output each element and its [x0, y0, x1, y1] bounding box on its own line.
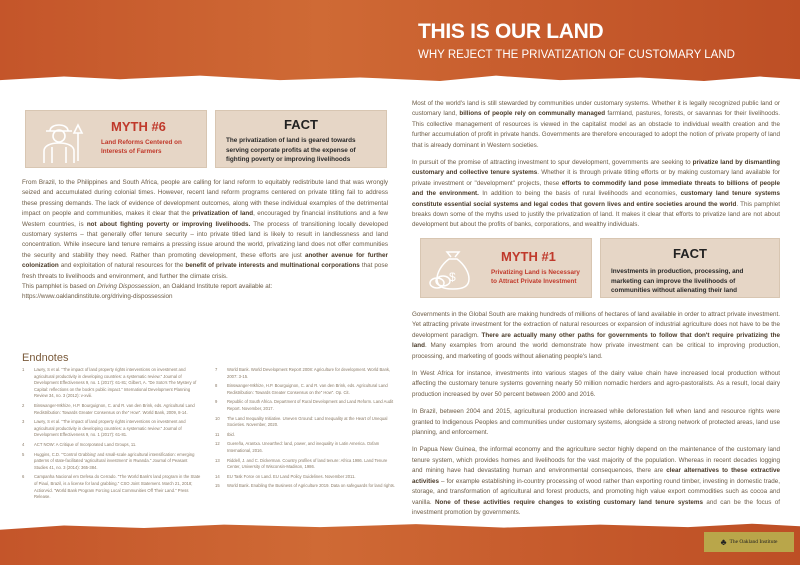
text-run: that pose fresh threats to livelihoods and environment, and further the climate crisis.: [22, 262, 388, 280]
endnote-text: World Bank. Enabling the Business of Agriculture 2019. Data on safeguards for land rights.: [227, 483, 395, 489]
endnote-text: Lawry, S et al. "The impact of land property rights interventions on investment and agricultural productivity in developing countries: a systematic review." Journal of Development Effectiveness 9, no. 1 (2017): 61-81; Gilbert, A. "De Soto's The Mystery of Capital: reflections on the book's public impact." International Development Planning Review 34, no. 3 (2012): v-xviii.: [34, 367, 197, 399]
endnote-item: [215, 399, 395, 412]
paragraph: [412, 158, 780, 231]
endnote-text: Riddell, J. and C. Dickerman. Country profiles of land tenure: Africa 1986. Land Tenure Center, University of Wisconsin-Madison, 1986.: [227, 457, 388, 470]
paragraph: [412, 99, 780, 151]
money-bag-icon: [429, 251, 481, 291]
endnote-number: 2: [22, 402, 25, 408]
text-run: . Many examples from around the world demonstrate how private investment can be critical to improving production, processing, and marketing of goods without alienating people's land.: [412, 342, 780, 360]
endnote-item: [215, 458, 395, 471]
oakland-institute-logo: [704, 532, 794, 552]
fact-1-box: [600, 238, 780, 298]
tree-icon: ♣: [720, 537, 727, 547]
emphasis-text: another avenue for further colonization: [22, 251, 388, 270]
endnote-number: 6: [22, 474, 25, 480]
endnote-text: The Land Inequality Initiative. Uneven Ground: Land Inequality at the Heart of Unequal Societies. November, 2020.: [227, 415, 388, 428]
text-run: In Papua New Guinea, the informal economy and the agriculture sector highly depend on the maintenance of the customary land tenure system, which provides homes and livelihoods for the vast majority of the population. Whereas in recent decades logging and mining have had devastating human and environmental consequences, there are: [412, 446, 780, 475]
emphasis-text: None of these activities require changes to existing customary land tenure systems: [434, 498, 704, 506]
text-run: The process of transitioning locally developed customary systems – that generally offer tenure security – into private titled land is likely to result in landlessness and land concentration. While insecure land tenure remains a pressing issue around the world, privatizing land does not offer communities the security and stability they need. Rather than promoting development, these efforts are just: [22, 220, 389, 259]
text-run: , encouraged by financial institutions and a few Western countries, is: [22, 210, 388, 228]
text-run: . This pamphlet breaks down some of the myths used to justify the privatization of land. It makes it clear that efforts to privatize land are not about development but about the profits of banks, corporations, and wealthy individuals.: [412, 200, 780, 229]
endnote-number: 1: [22, 367, 25, 372]
endnote-number: 10: [215, 415, 220, 421]
endnote-item: [22, 403, 202, 416]
farmer-icon: [38, 117, 88, 165]
endnote-item: [22, 474, 202, 500]
paragraph: [412, 407, 780, 438]
endnote-item: [215, 474, 395, 481]
endnote-number: 15: [215, 483, 220, 489]
endnote-text: Guereña, Arantxa. Unearthed: land, power, and inequality in Latin America. Oxfam International, 2016.: [227, 441, 380, 453]
source-note: [22, 282, 388, 303]
text-run: In Brazil, between 2004 and 2015, agricultural production increased while deforestation fell when land and resource rights were granted to Indigenous Peoples and communities under customary systems, alongside a strong network of protected areas, land use planning, and enforcement.: [412, 408, 780, 437]
emphasis-text: privatize land by dismantling customary and collective tenure systems: [412, 159, 780, 177]
myth-1-text: Privatizing Land is Necessary to Attract Private Investment: [491, 269, 580, 285]
header-band: [0, 0, 800, 88]
fact-6-label: FACT: [284, 117, 318, 132]
logo-text: The Oakland Institute: [729, 539, 778, 545]
svg-text:$: $: [449, 270, 456, 284]
endnote-item: [215, 432, 395, 439]
endnote-item: [215, 441, 395, 454]
right-body: [412, 310, 780, 525]
endnote-text: Lawry, S et al. "The impact of land property rights interventions on investment and agricultural productivity in developing countries: a systematic review." Journal of Development Effectiveness 9, no. 1 (2017): 61-81.: [34, 419, 186, 438]
endnote-text: Campanha Nacional em Defesa do Cerrado. "The World Bank's land program in the State of Piauí, Brazil, is a license for land grabbing." CSO Joint Statement. March 21, 2018; ActionAid. "World Bank Program Forcing Local Communities Off Their Land." Press Release.: [34, 474, 201, 500]
myth-6-text: Land Reforms Centered on Interests of Farmers: [101, 139, 182, 155]
endnote-text: ACT NOW: A Critique of Incorporated Land Groups, 11.: [34, 441, 137, 447]
text-run: – for example establishing in-country processing of wood rather than exporting round timber, investing in domestic trade, storage, and transformation of agricultural and forest products, and promoting high value export commodities such as cocoa and vanilla.: [412, 477, 780, 506]
report-link[interactable]: https://www.oaklandinstitute.org/driving-dispossession: [22, 293, 173, 301]
endnote-text: Binswanger-Mkhize, H.P. Bourguignon, C. and R. van den Brink, eds. Agricultural Land Redistribution: Towards Greater Consensus on the" How". World Bank, 2009, 8-14.: [34, 402, 195, 415]
endnote-item: [22, 452, 202, 472]
endnote-number: 4: [22, 441, 25, 447]
fact-1-text: Investments in production, processing, and marketing can improve the livelihoods of communities without alienating their land: [611, 268, 744, 294]
report-title: Driving Dispossession: [97, 283, 160, 290]
page-subtitle: WHY REJECT THE PRIVATIZATION OF CUSTOMARY LAND: [418, 49, 735, 61]
paragraph: [22, 178, 388, 282]
source-prefix: This pamphlet is based on: [22, 283, 98, 290]
source-suffix: , an Oakland Institute report available at:: [159, 283, 273, 290]
paragraph: [412, 369, 780, 400]
endnote-item: [215, 483, 395, 490]
endnote-number: 8: [215, 383, 218, 389]
endnote-number: 3: [22, 419, 25, 425]
endnote-item: [22, 442, 202, 449]
fact-6-text: The privatization of land is geared towards serving corporate profits at the expense of fighting poverty or improving livelihoods: [226, 137, 356, 163]
endnotes-title: Endnotes: [22, 352, 69, 364]
page-title: THIS IS OUR LAND: [418, 20, 604, 43]
myth-1-box: [420, 238, 592, 298]
text-run: In pursuit of the promise of attracting investment to spur development, governments are seeking to: [412, 159, 693, 167]
endnote-item: [215, 367, 395, 380]
footer-band: [0, 522, 800, 565]
endnote-number: 13: [215, 457, 220, 463]
myth-6-box: [25, 110, 207, 168]
paragraph: [412, 310, 780, 362]
emphasis-text: benefit of private interests and multinational corporations: [185, 262, 360, 270]
fact-6-box: [215, 110, 387, 168]
endnote-item: [22, 419, 202, 439]
endnote-number: 12: [215, 441, 220, 447]
endnotes-list-1: [22, 367, 202, 504]
text-run: and can be the focus of investment promotion by governments.: [412, 498, 780, 516]
endnote-text: Binswanger-Mkhize, H.P. Bourguignon, C. and R. van den Brink, eds. Agricultural Land Redistribution: Towards Greater Consensus on the" How". Op. Cit.: [227, 383, 388, 395]
text-run: In West Africa for instance, investments into various stages of the dairy value chain have increased local production without affecting the customary tenure systems governing nearly 50 million nomadic herders and agro-pastoralists. As a result, local dairy production increased by over 50 percent between 2000 and 2016.: [412, 370, 780, 398]
endnote-text: World Bank. World Development Report 2008: Agriculture for development. World Bank, 2007: 3-15.: [227, 367, 391, 379]
emphasis-text: clear alternatives to these extractive activities: [412, 467, 780, 485]
endnote-item: [215, 416, 395, 429]
text-run: farmland, pastures, forests, or savannas for their livelihoods. This collective management of resources is viewed in the capitalist model as an obstacle to individual wealth creation and the further accumulation of profit in private hands. Governments are therefore encouraged to adopt the notion of private property of land that is already dominant in Western societies.: [412, 110, 780, 149]
endnote-text: Ibid.: [227, 431, 235, 437]
left-body: [22, 178, 388, 289]
endnote-text: Huggins, C.D. "'Control Grabbing' and small-scale agricultural intensification: emerging patterns of state-facilitated 'agricultural investment' in Rwanda." Journal of Peasant Studies 41, no. 3 (2014): 365-384.: [34, 451, 195, 470]
endnote-number: 11: [215, 431, 220, 437]
text-run: Governments in the Global South are making hundreds of millions of hectares of land available in order to attract private investment. Yet attracting private investment for the extraction of natural resources or expansion of industrial agriculture does not have to be the development paradigm.: [412, 311, 780, 339]
endnotes-list-2: [215, 367, 395, 493]
endnote-number: 14: [215, 473, 220, 479]
right-intro: [412, 99, 780, 238]
text-run: From Brazil, to the Philippines and South Africa, people are calling for land reform to equitably redistribute land that was wrongly seized and accumulated during colonial times. However, recent land reform programs centered on private titling fail to address these pressing demands. The lack of evidence of development outcomes, along with these individual examples of the detrimental impact on people and communities, makes it clear that the: [22, 179, 388, 218]
fact-1-label: FACT: [673, 246, 707, 261]
text-run: In addition to being the basis of rural livelihoods and economies,: [478, 190, 681, 198]
emphasis-text: customary land tenure systems constitute essential social systems and legal codes that govern lives and entire societies around the world: [412, 190, 780, 208]
endnote-text: EU Task Force on Land. EU Land Policy Guidelines. November 2011.: [227, 473, 356, 479]
emphasis-text: efforts to commodify land pose immediate threats to billions of people and the environment.: [412, 179, 780, 198]
endnote-number: 5: [22, 451, 25, 457]
text-run: . Whether it is through private titling efforts or by making customary land available for private investment or "development" projects, these: [412, 169, 780, 187]
endnote-item: [22, 367, 202, 400]
endnote-number: 9: [215, 399, 218, 405]
emphasis-text: privatization of land: [192, 210, 254, 218]
endnote-text: Republic of South Africa. Department of Rural Development and Land Reform. Land Audit Report. November, 2017.: [227, 399, 394, 411]
emphasis-text: billions of people rely on communally managed: [459, 110, 606, 118]
paragraph: [412, 445, 780, 518]
endnote-number: 7: [215, 367, 218, 372]
text-run: and exploitation of natural resources for the: [58, 262, 186, 270]
myth-1-label: MYTH #1: [501, 249, 556, 264]
emphasis-text: not about fighting poverty or improving livelihoods.: [86, 220, 251, 228]
text-run: Most of the world's land is still stewarded by communities under customary systems. Whether it is legally recognized public land or customary land,: [412, 100, 780, 118]
emphasis-text: There are actually many other paths for governments to follow that don't require privatizing the land: [412, 331, 780, 350]
myth-6-label: MYTH #6: [111, 119, 166, 134]
endnote-item: [215, 383, 395, 396]
